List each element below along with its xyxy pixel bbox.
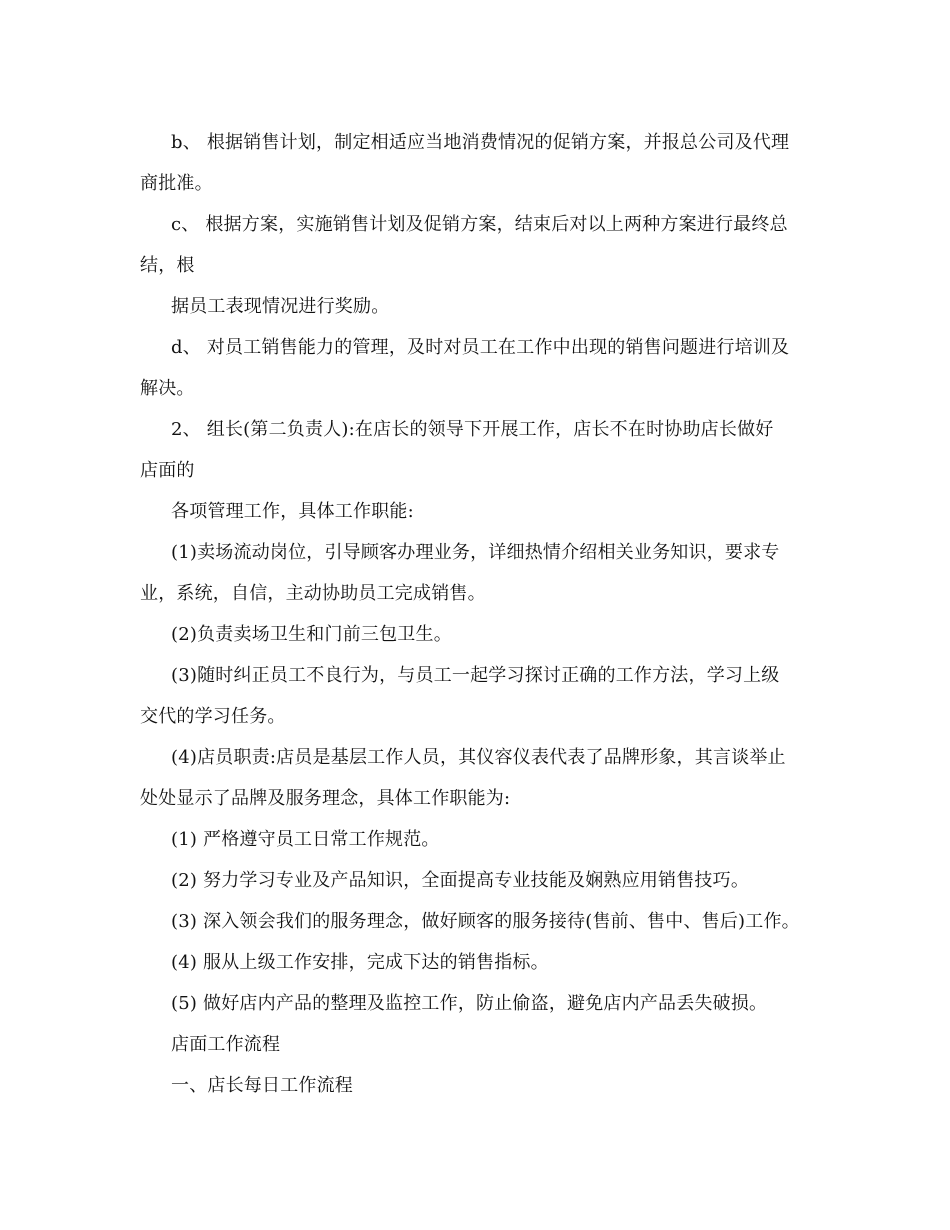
duty-4-line-2: 处处显示了品牌及服务理念，具体工作职能为:	[140, 788, 511, 809]
clerk-duty-1: (1) 严格遵守员工日常工作规范。	[171, 829, 440, 850]
section-heading-store-workflow: 店面工作流程	[171, 1034, 281, 1055]
clerk-duty-3: (3) 深入领会我们的服务理念，做好顾客的服务接待(售前、售中、售后)工作。	[171, 911, 800, 932]
paragraph-d-line-2: 解决。	[140, 378, 195, 399]
paragraph-c-line-1: c、 根据方案，实施销售计划及促销方案，结束后对以上两种方案进行最终总	[171, 214, 788, 235]
duty-2-line: (2)负责卖场卫生和门前三包卫生。	[171, 624, 452, 645]
section-2-line-3: 各项管理工作，具体工作职能:	[171, 501, 414, 522]
section-2-line-2: 店面的	[140, 460, 195, 481]
duty-3-line-2: 交代的学习任务。	[140, 706, 286, 727]
paragraph-c-line-3: 据员工表现情况进行奖励。	[171, 296, 390, 317]
clerk-duty-4: (4) 服从上级工作安排，完成下达的销售指标。	[171, 952, 549, 973]
paragraph-c-line-2: 结，根	[140, 255, 195, 276]
clerk-duty-2: (2) 努力学习专业及产品知识，全面提高专业技能及娴熟应用销售技巧。	[171, 870, 750, 891]
subheading-manager-daily-workflow: 一、店长每日工作流程	[171, 1075, 353, 1096]
duty-3-line-1: (3)随时纠正员工不良行为，与员工一起学习探讨正确的工作方法，学习上级	[171, 665, 780, 686]
clerk-duty-5: (5) 做好店内产品的整理及监控工作，防止偷盗，避免店内产品丢失破损。	[171, 993, 768, 1014]
section-2-line-1: 2、 组长(第二负责人):在店长的领导下开展工作，店长不在时协助店长做好	[171, 419, 774, 440]
duty-1-line-2: 业，系统，自信，主动协助员工完成销售。	[140, 583, 486, 604]
paragraph-d-line-1: d、 对员工销售能力的管理，及时对员工在工作中出现的销售问题进行培训及	[171, 337, 790, 358]
duty-1-line-1: (1)卖场流动岗位，引导顾客办理业务，详细热情介绍相关业务知识，要求专	[171, 542, 780, 563]
paragraph-b-line-1: b、 根据销售计划，制定相适应当地消费情况的促销方案，并报总公司及代理	[171, 132, 790, 153]
paragraph-b-line-2: 商批准。	[140, 173, 213, 194]
duty-4-line-1: (4)店员职责:店员是基层工作人员，其仪容仪表代表了品牌形象，其言谈举止	[171, 747, 786, 768]
